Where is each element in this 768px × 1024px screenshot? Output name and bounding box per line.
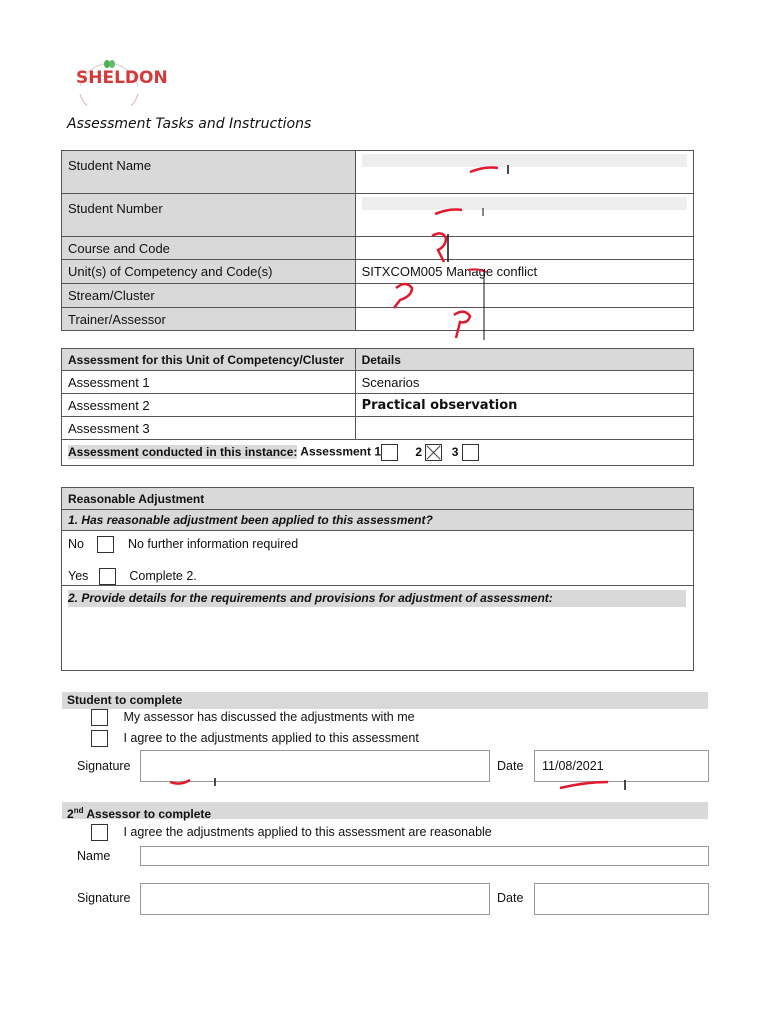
second-assessor-heading: 2nd Assessor to complete	[62, 802, 708, 819]
table-row	[62, 440, 694, 466]
sheldon-logo	[68, 56, 168, 106]
student-date-value: 11/08/2021	[542, 759, 604, 773]
assessor-name-field[interactable]	[140, 846, 709, 866]
table-row	[62, 531, 694, 586]
assessor-name-label: Name	[77, 849, 111, 863]
table-row	[62, 284, 694, 308]
student-check-1-label: My assessor has discussed the adjustments with me	[123, 709, 415, 724]
table-row	[62, 349, 694, 371]
student-name-label: Student Name	[62, 151, 356, 194]
reasonable-adjustment-table	[61, 487, 694, 671]
assessment-instance-row	[62, 440, 694, 466]
student-check-2-label: I agree to the adjustments applied to this assessment	[123, 730, 419, 745]
option-3-label: 3	[451, 444, 459, 459]
assessor-signature-label: Signature	[77, 891, 131, 905]
stream-cluster-label: Stream/Cluster	[62, 284, 356, 308]
assessment-table	[61, 348, 694, 466]
assessor-signature-field[interactable]	[140, 883, 490, 915]
page-title: Assessment Tasks and Instructions	[67, 116, 312, 132]
signature-marks-icon	[160, 776, 640, 796]
table-row	[62, 510, 694, 531]
table-row	[62, 371, 694, 394]
assessor-agree-checkbox[interactable]	[91, 824, 108, 841]
reasonable-adjustment-heading: Reasonable Adjustment	[62, 488, 694, 510]
no-label: No	[68, 536, 84, 551]
student-info-table	[61, 150, 694, 331]
assessment-2-value: Practical observation	[355, 394, 693, 417]
assessment-1-checkbox[interactable]	[381, 444, 398, 461]
assessor-check-row	[91, 824, 492, 841]
table-row	[62, 260, 694, 284]
table-row	[62, 394, 694, 417]
table-row	[62, 308, 694, 331]
question-1: 1. Has reasonable adjustment been applied to this assessment?	[62, 510, 694, 531]
course-code-label: Course and Code	[62, 237, 356, 260]
assessment-header-left: Assessment for this Unit of Competency/Cluster	[62, 349, 356, 371]
assessment-1-value: Scenarios	[355, 371, 693, 394]
yes-label: Yes	[68, 568, 89, 583]
table-row	[62, 488, 694, 510]
table-row	[62, 237, 694, 260]
logo-text: SHELDON	[76, 68, 168, 88]
handwritten-marks-icon	[380, 150, 540, 340]
instance-label: Assessment conducted in this instance:	[68, 444, 298, 459]
table-row	[62, 586, 694, 671]
student-check-2-row	[91, 730, 419, 747]
adjustment-details-cell[interactable]	[62, 586, 694, 671]
no-text: No further information required	[127, 536, 299, 551]
assessment-3-checkbox[interactable]	[462, 444, 479, 461]
unit-competency-value: SITXCOM005 Manage conflict	[355, 260, 693, 284]
assessor-check-label: I agree the adjustments applied to this assessment are reasonable	[123, 824, 492, 839]
student-number-label: Student Number	[62, 194, 356, 237]
student-check-1-row	[91, 709, 415, 726]
table-row	[62, 417, 694, 440]
assessment-2-checkbox[interactable]	[425, 444, 442, 461]
assessment-2-label: Assessment 2	[62, 394, 356, 417]
assessment-1-label: Assessment 1	[62, 371, 356, 394]
yes-no-cell	[62, 531, 694, 586]
student-discussed-checkbox[interactable]	[91, 709, 108, 726]
table-row	[62, 194, 694, 237]
unit-competency-label: Unit(s) of Competency and Code(s)	[62, 260, 356, 284]
assessor-date-label: Date	[497, 891, 524, 905]
option-2-label: 2	[415, 444, 423, 459]
trainer-assessor-label: Trainer/Assessor	[62, 308, 356, 331]
yes-text: Complete 2.	[129, 568, 197, 583]
assessment-3-label: Assessment 3	[62, 417, 356, 440]
student-agree-checkbox[interactable]	[91, 730, 108, 747]
table-row	[62, 151, 694, 194]
assessment-header-right: Details	[355, 349, 693, 371]
no-checkbox[interactable]	[97, 536, 114, 553]
student-signature-label: Signature	[77, 759, 131, 773]
assessment-3-value	[355, 417, 693, 440]
yes-checkbox[interactable]	[99, 568, 116, 585]
student-complete-heading: Student to complete	[62, 692, 708, 709]
assessor-date-field[interactable]	[534, 883, 709, 915]
instance-prefix: Assessment 1	[300, 444, 381, 459]
student-date-label: Date	[497, 759, 524, 773]
question-2: 2. Provide details for the requirements and provisions for adjustment of assessment:	[68, 590, 686, 607]
